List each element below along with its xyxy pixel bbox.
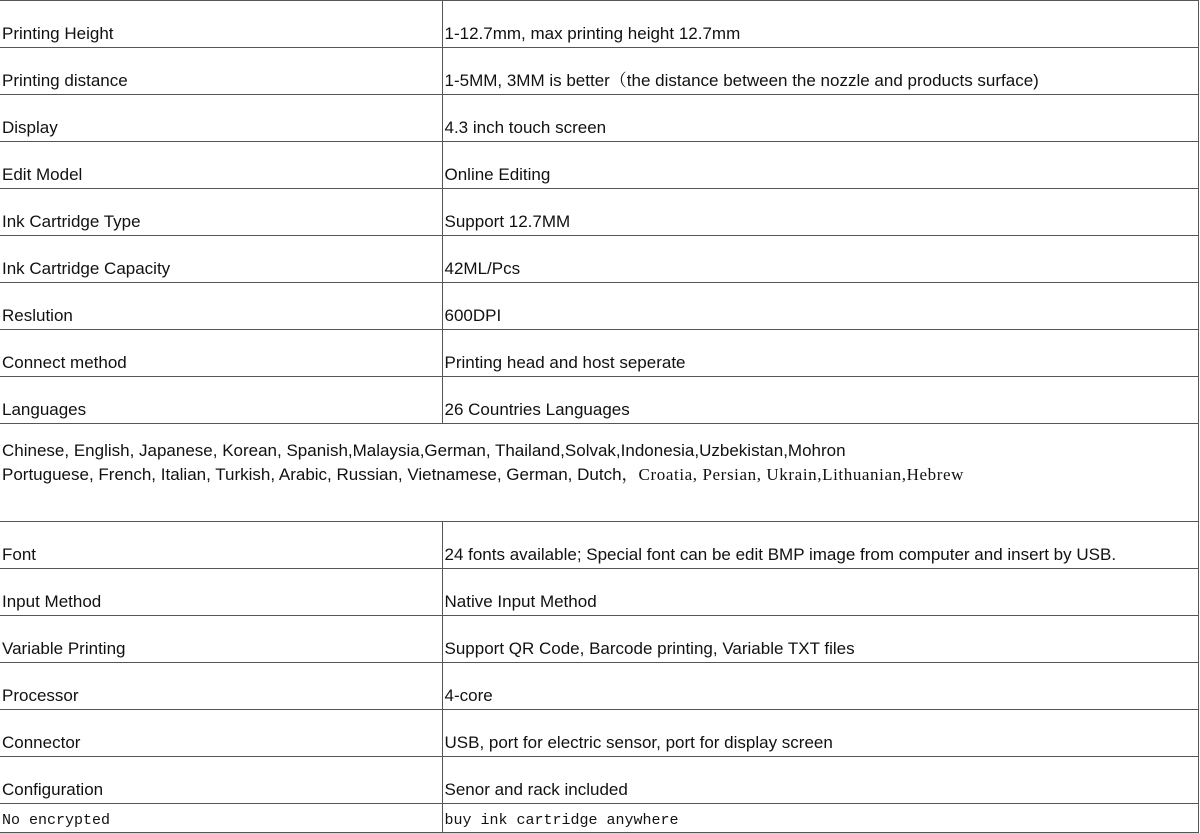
spec-row-resolution: [0, 283, 1198, 330]
spec-value: Native Input Method: [442, 569, 1198, 616]
spec-value: 4.3 inch touch screen: [442, 95, 1198, 142]
languages-line-2: [2, 463, 1198, 487]
spec-label: Edit Model: [0, 142, 442, 189]
spec-value: Online Editing: [442, 142, 1198, 189]
spec-value: 600DPI: [442, 283, 1198, 330]
spec-label: Printing Height: [0, 1, 442, 48]
spec-row-input-method: [0, 569, 1198, 616]
spec-value: Support QR Code, Barcode printing, Variable TXT files: [442, 616, 1198, 663]
spec-value: 24 fonts available; Special font can be edit BMP image from computer and insert by USB.: [442, 522, 1198, 569]
spec-row-ink-cartridge-type: [0, 189, 1198, 236]
spec-row-variable-printing: [0, 616, 1198, 663]
languages-line-2-part-a: Portuguese, French, Italian, Turkish, Arabic, Russian, Vietnamese, German, Dutch，: [2, 465, 639, 484]
spec-label: Printing distance: [0, 48, 442, 95]
spec-row-printing-distance: [0, 48, 1198, 95]
spec-label: Languages: [0, 377, 442, 424]
spec-value: 26 Countries Languages: [442, 377, 1198, 424]
spec-label: Input Method: [0, 569, 442, 616]
spec-row-edit-model: [0, 142, 1198, 189]
spec-value: USB, port for electric sensor, port for display screen: [442, 710, 1198, 757]
spec-label: Display: [0, 95, 442, 142]
spec-row-display: [0, 95, 1198, 142]
spec-label: Font: [0, 522, 442, 569]
spec-label: Configuration: [0, 757, 442, 804]
spec-row-connector: [0, 710, 1198, 757]
languages-line-1: Chinese, English, Japanese, Korean, Spanish,Malaysia,German, Thailand,Solvak,Indonesia,Uzbekistan,Mohron: [2, 441, 846, 460]
spec-label: Variable Printing: [0, 616, 442, 663]
spec-label: Reslution: [0, 283, 442, 330]
spec-value: 42ML/Pcs: [442, 236, 1198, 283]
spec-value: Printing head and host seperate: [442, 330, 1198, 377]
spec-value: 4-core: [442, 663, 1198, 710]
spec-row-configuration: [0, 757, 1198, 804]
spec-label: Connector: [0, 710, 442, 757]
languages-list-row: [0, 424, 1198, 522]
spec-row-languages: [0, 377, 1198, 424]
spec-value: Support 12.7MM: [442, 189, 1198, 236]
spec-label: Ink Cartridge Type: [0, 189, 442, 236]
spec-value: Senor and rack included: [442, 757, 1198, 804]
footer-value: buy ink cartridge anywhere: [442, 804, 1198, 833]
spec-row-connect-method: [0, 330, 1198, 377]
languages-list: [0, 424, 1198, 522]
spec-row-printing-height: [0, 1, 1198, 48]
spec-row-font: [0, 522, 1198, 569]
spec-label: Ink Cartridge Capacity: [0, 236, 442, 283]
spec-row-processor: [0, 663, 1198, 710]
spec-value: 1-5MM, 3MM is better（the distance between the nozzle and products surface): [442, 48, 1198, 95]
spec-label: Connect method: [0, 330, 442, 377]
footer-label: No encrypted: [0, 804, 442, 833]
spec-row-ink-cartridge-capacity: [0, 236, 1198, 283]
spec-label: Processor: [0, 663, 442, 710]
spec-value: 1-12.7mm, max printing height 12.7mm: [442, 1, 1198, 48]
languages-line-2-part-b: Croatia, Persian, Ukrain,Lithuanian,Hebrew: [638, 465, 964, 484]
